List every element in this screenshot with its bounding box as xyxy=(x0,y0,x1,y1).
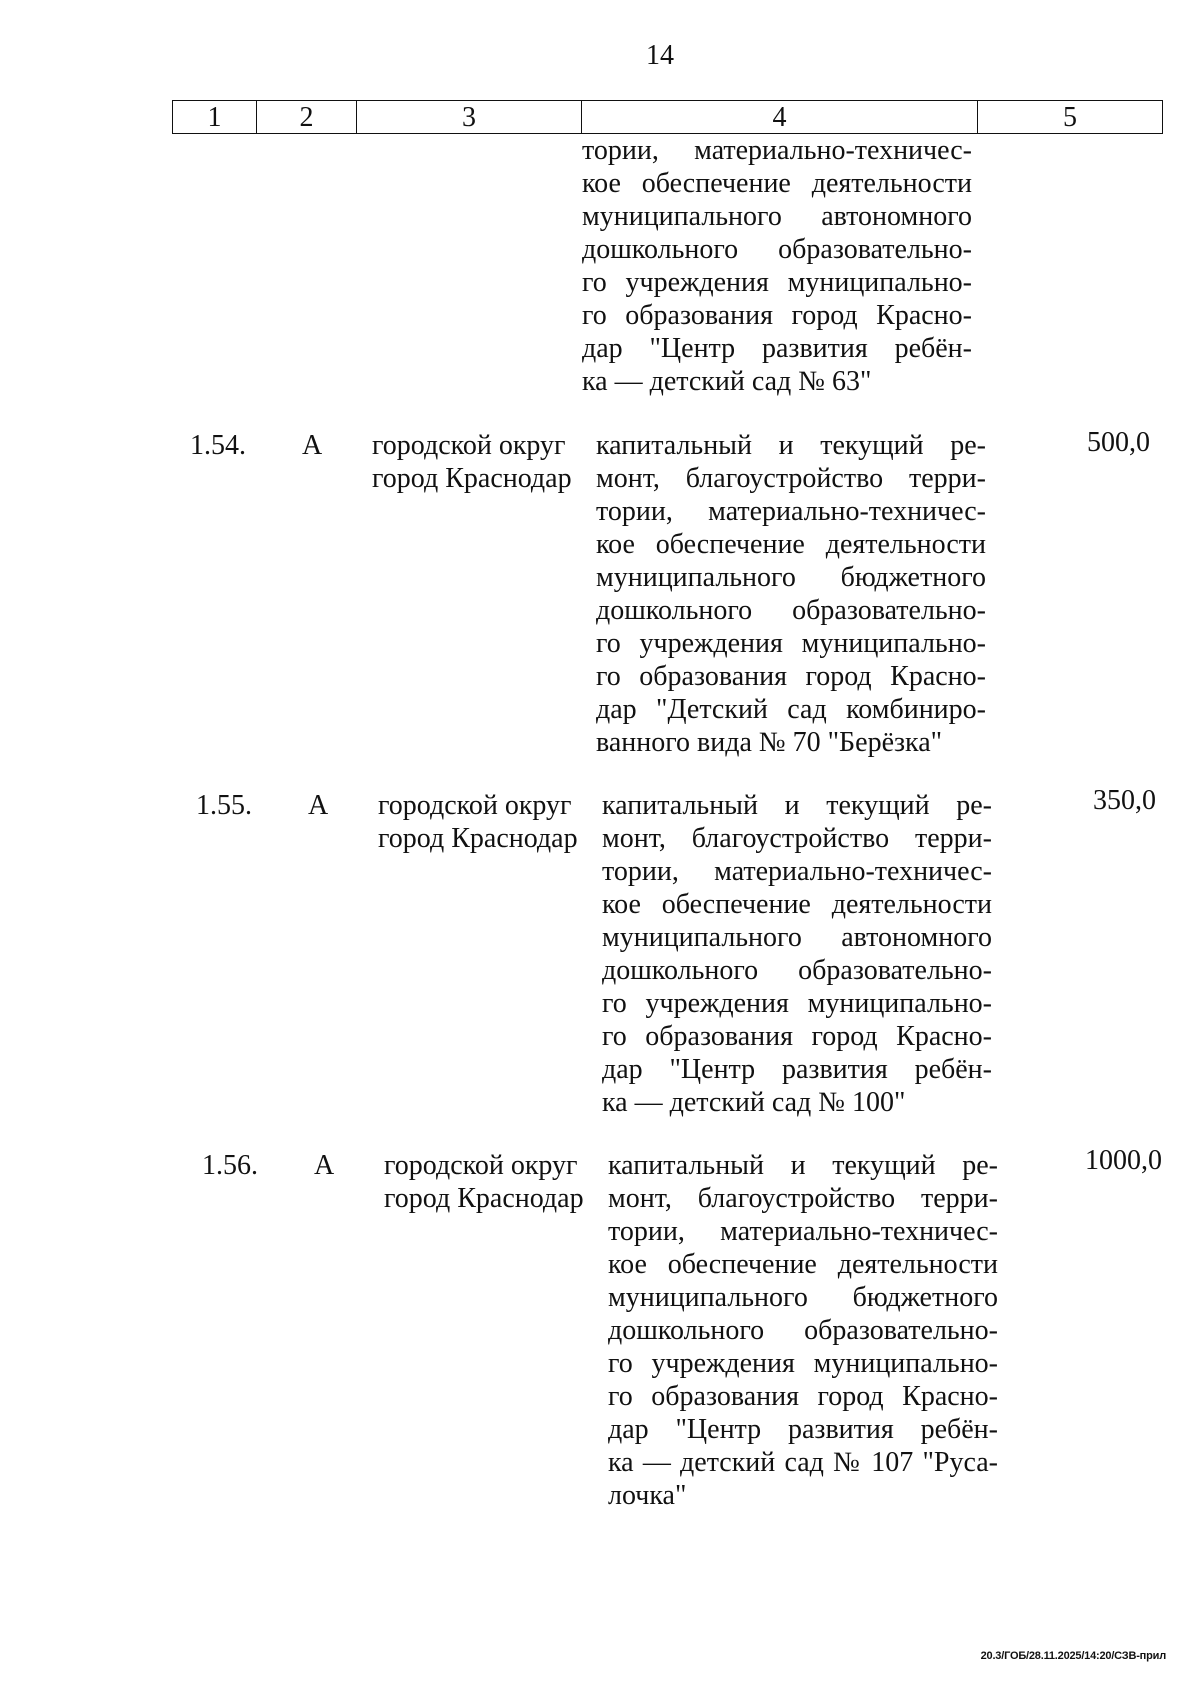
description-line: го учреждения муниципально- xyxy=(608,1348,998,1379)
column-header-2: 2 xyxy=(257,101,357,134)
description-line: тории, материально-техничес- xyxy=(582,135,972,166)
continuation-description xyxy=(582,134,972,398)
region-line: город Краснодар xyxy=(384,1183,584,1214)
description-line: го учреждения муниципально- xyxy=(582,267,972,298)
description-line: го образования город Красно- xyxy=(608,1381,998,1412)
description-line: ка — детский сад № 63" xyxy=(582,366,872,397)
description-line: капитальный и текущий ре- xyxy=(602,790,992,821)
row-number: 1.56. xyxy=(202,1150,258,1181)
description-line: дошкольного образовательно- xyxy=(608,1315,998,1346)
region-line: город Краснодар xyxy=(372,463,572,494)
row-description xyxy=(608,1149,998,1512)
description-line: муниципального автономного xyxy=(602,922,992,953)
description-line: дошкольного образовательно- xyxy=(602,955,992,986)
description-line: кое обеспечение деятельности xyxy=(582,168,972,199)
row-amount: 500,0 xyxy=(1087,427,1150,458)
description-line: муниципального бюджетного xyxy=(608,1282,998,1313)
description-line: го учреждения муниципально- xyxy=(602,988,992,1019)
row-category: А xyxy=(302,430,323,461)
description-line: дошкольного образовательно- xyxy=(582,234,972,265)
row-description xyxy=(596,429,986,759)
region-line: город Краснодар xyxy=(378,823,578,854)
description-line: ка — детский сад № 100" xyxy=(602,1087,906,1118)
row-amount: 1000,0 xyxy=(1085,1145,1162,1176)
description-line: дар "Центр развития ребён- xyxy=(608,1414,998,1445)
description-line: го учреждения муниципально- xyxy=(596,628,986,659)
description-line: тории, материально-техничес- xyxy=(596,496,986,527)
description-line: монт, благоустройство терри- xyxy=(602,823,992,854)
row-region xyxy=(372,429,572,495)
description-line: го образования город Красно- xyxy=(582,300,972,331)
description-line: капитальный и текущий ре- xyxy=(608,1150,998,1181)
description-line: дошкольного образовательно- xyxy=(596,595,986,626)
description-line: тории, материально-техничес- xyxy=(608,1216,998,1247)
description-line: дар "Детский сад комбиниро- xyxy=(596,694,986,725)
description-line: кое обеспечение деятельности xyxy=(596,529,986,560)
region-line: городской округ xyxy=(378,790,572,821)
column-header-row xyxy=(173,101,1163,134)
row-description xyxy=(602,789,992,1119)
description-line: монт, благоустройство терри- xyxy=(596,463,986,494)
description-line: капитальный и текущий ре- xyxy=(596,430,986,461)
column-header-1: 1 xyxy=(173,101,257,134)
description-line: тории, материально-техничес- xyxy=(602,856,992,887)
column-header-3: 3 xyxy=(357,101,582,134)
row-number: 1.54. xyxy=(190,430,246,461)
description-line: ванного вида № 70 "Берёзка" xyxy=(596,727,943,758)
row-category: А xyxy=(308,790,329,821)
row-region xyxy=(384,1149,584,1215)
description-line: го образования город Красно- xyxy=(602,1021,992,1052)
description-line: кое обеспечение деятельности xyxy=(608,1249,998,1280)
description-line: муниципального автономного xyxy=(582,201,972,232)
description-line: муниципального бюджетного xyxy=(596,562,986,593)
page-number: 14 xyxy=(646,40,674,71)
description-line: дар "Центр развития ребён- xyxy=(602,1054,992,1085)
description-line: лочка" xyxy=(608,1480,687,1511)
region-line: городской округ xyxy=(372,430,566,461)
document-code: 20.3/ГОБ/28.11.2025/14:20/СЗВ-прил xyxy=(980,1650,1166,1662)
description-line: го образования город Красно- xyxy=(596,661,986,692)
description-line: дар "Центр развития ребён- xyxy=(582,333,972,364)
column-header-4: 4 xyxy=(582,101,978,134)
row-category: А xyxy=(314,1150,335,1181)
region-line: городской округ xyxy=(384,1150,578,1181)
column-header-5: 5 xyxy=(978,101,1163,134)
description-line: ка — детский сад № 107 "Руса- xyxy=(608,1447,998,1478)
description-line: монт, благоустройство терри- xyxy=(608,1183,998,1214)
column-header-table xyxy=(172,100,1163,134)
row-number: 1.55. xyxy=(196,790,252,821)
description-line: кое обеспечение деятельности xyxy=(602,889,992,920)
row-region xyxy=(378,789,578,855)
row-amount: 350,0 xyxy=(1093,785,1156,816)
